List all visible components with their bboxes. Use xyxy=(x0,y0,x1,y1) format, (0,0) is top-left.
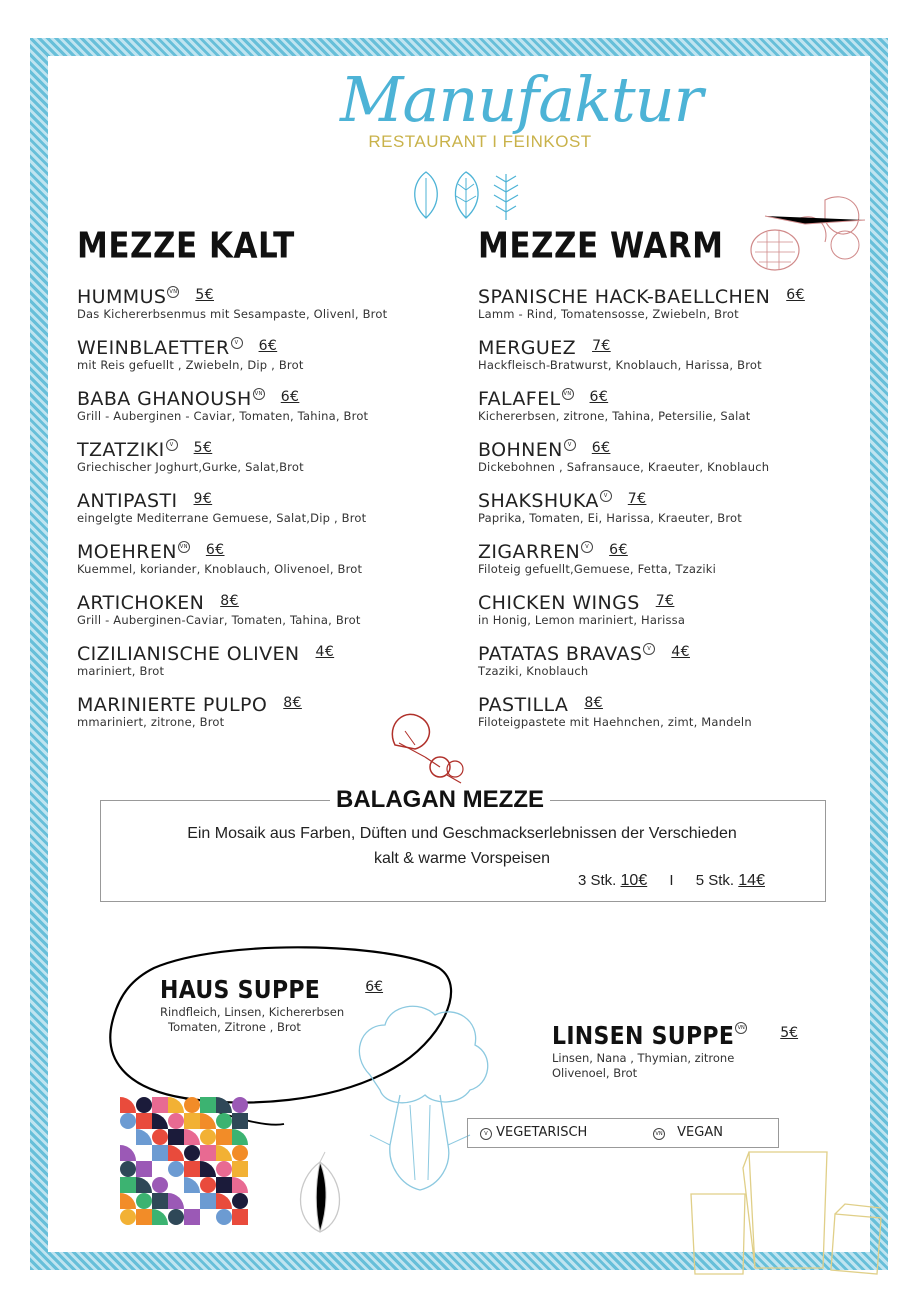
menu-item-description: Filoteigpastete mit Haehnchen, zimt, Mandeln xyxy=(478,715,752,729)
menu-item-warm xyxy=(478,438,769,474)
menu-item-description: Hackfleisch-Bratwurst, Knoblauch, Harissa, Brot xyxy=(478,358,762,372)
menu-item-description: mit Reis gefuellt , Zwiebeln, Dip , Brot xyxy=(77,358,304,372)
mosaic-tile xyxy=(232,1161,248,1177)
vegan-badge-icon: VN xyxy=(653,1128,665,1140)
menu-item-name-row xyxy=(478,387,750,409)
menu-item-name: BOHNEN xyxy=(478,439,563,461)
menu-item-name: MOEHREN xyxy=(77,541,177,563)
menu-item-kalt xyxy=(77,387,368,423)
mosaic-tile xyxy=(200,1113,216,1129)
vegetarian-badge-icon: V xyxy=(231,337,243,349)
menu-item-price: 5€ xyxy=(195,287,214,303)
menu-item-name-row xyxy=(77,642,334,664)
menu-item-name-row xyxy=(478,336,762,358)
menu-item-name-row xyxy=(478,438,769,460)
mosaic-tile xyxy=(152,1209,168,1225)
mosaic-tile xyxy=(136,1209,152,1225)
mosaic-tile xyxy=(136,1113,152,1129)
linsen-suppe-desc-1: Linsen, Nana , Thymian, zitrone xyxy=(552,1051,735,1065)
menu-item-price: 7€ xyxy=(592,338,611,354)
linsen-suppe-title: LINSEN SUPPE xyxy=(552,1022,735,1051)
menu-item-price: 9€ xyxy=(193,491,213,507)
mosaic-tile xyxy=(136,1177,152,1193)
mosaic-tile xyxy=(184,1177,200,1193)
mezze-kalt-title: MEZZE KALT xyxy=(77,225,295,267)
vegetarian-badge-icon: V xyxy=(581,541,593,553)
mosaic-tile xyxy=(200,1193,216,1209)
mosaic-tile xyxy=(200,1161,216,1177)
menu-item-kalt xyxy=(77,693,302,729)
menu-item-warm xyxy=(478,387,750,423)
beet-illustration-icon xyxy=(385,705,475,785)
menu-item-name-row xyxy=(77,591,361,613)
menu-item-name-row xyxy=(478,540,716,562)
menu-item-price: 7€ xyxy=(655,593,675,609)
menu-item-name: WEINBLAETTER xyxy=(77,337,230,359)
menu-item-price: 6€ xyxy=(591,440,611,456)
leaves-icon xyxy=(408,168,528,224)
hops-illustration-icon xyxy=(745,180,880,280)
menu-item-warm xyxy=(478,693,752,729)
menu-item-description: Griechischer Joghurt,Gurke, Salat,Brot xyxy=(77,460,304,474)
mosaic-tile xyxy=(200,1177,216,1193)
mosaic-tile xyxy=(216,1161,232,1177)
mosaic-tile xyxy=(200,1209,216,1225)
mosaic-tile xyxy=(216,1097,232,1113)
menu-item-name-row xyxy=(478,693,752,715)
mosaic-tile xyxy=(232,1145,248,1161)
mosaic-tile xyxy=(120,1097,136,1113)
mosaic-tile xyxy=(184,1097,200,1113)
menu-item-description: Kuemmel, koriander, Knoblauch, Olivenoel, Brot xyxy=(77,562,363,576)
menu-item-price: 4€ xyxy=(671,644,690,660)
mosaic-tile xyxy=(136,1145,152,1161)
mosaic-tile xyxy=(136,1097,152,1113)
mosaic-tile xyxy=(232,1113,248,1129)
mosaic-tile xyxy=(232,1129,248,1145)
menu-item-price: 5€ xyxy=(193,440,213,456)
menu-item-kalt xyxy=(77,489,366,525)
mosaic-tile xyxy=(232,1193,248,1209)
vegan-badge-icon: VN xyxy=(562,388,574,400)
mosaic-tile xyxy=(120,1129,136,1145)
mezze-warm-title: MEZZE WARM xyxy=(478,225,724,267)
mosaic-tile xyxy=(216,1145,232,1161)
menu-item-price: 7€ xyxy=(627,491,647,507)
menu-item-name-row xyxy=(478,285,805,307)
menu-item-description: mariniert, Brot xyxy=(77,664,165,678)
mosaic-tile xyxy=(168,1161,184,1177)
mosaic-tile xyxy=(184,1193,200,1209)
mosaic-tile xyxy=(168,1177,184,1193)
mosaic-tile xyxy=(120,1161,136,1177)
menu-item-price: 6€ xyxy=(258,338,278,354)
mosaic-tile xyxy=(152,1129,168,1145)
mosaic-tile xyxy=(168,1129,184,1145)
menu-item-kalt xyxy=(77,642,334,678)
menu-item-description: Lamm - Rind, Tomatensosse, Zwiebeln, Brot xyxy=(478,307,739,321)
mosaic-tile xyxy=(216,1209,232,1225)
menu-item-name-row xyxy=(77,540,362,562)
menu-item-name: MERGUEZ xyxy=(478,337,577,359)
menu-item-name-row xyxy=(478,489,742,511)
menu-item-name: ARTICHOKEN xyxy=(77,592,205,614)
vegetarian-badge-icon: V xyxy=(480,1128,492,1140)
mosaic-tile xyxy=(200,1097,216,1113)
menu-item-name: CHICKEN WINGS xyxy=(478,592,640,614)
menu-item-name-row xyxy=(77,438,304,460)
mosaic-tile xyxy=(168,1145,184,1161)
balagan-price-3: 10€ xyxy=(620,872,648,889)
haus-suppe-price: 6€ xyxy=(365,979,384,995)
menu-item-description: Das Kichererbsenmus mit Sesampaste, Olivenl, Brot xyxy=(77,307,388,321)
mosaic-tile xyxy=(168,1097,184,1113)
balagan-prices xyxy=(578,872,765,890)
shopping-bags-illustration-icon xyxy=(685,1148,885,1278)
mosaic-tile xyxy=(216,1113,232,1129)
mosaic-pattern-icon xyxy=(120,1097,248,1225)
balagan-separator: I xyxy=(669,872,674,889)
menu-item-kalt xyxy=(77,336,304,372)
mosaic-tile xyxy=(152,1113,168,1129)
menu-item-kalt xyxy=(77,438,304,474)
menu-item-warm xyxy=(478,540,716,576)
menu-item-price: 6€ xyxy=(589,389,609,405)
restaurant-logo xyxy=(340,60,703,152)
menu-item-price: 6€ xyxy=(280,389,300,405)
menu-item-description: Grill - Auberginen-Caviar, Tomaten, Tahina, Brot xyxy=(77,613,361,627)
menu-item-price: 6€ xyxy=(205,542,225,558)
diet-legend xyxy=(467,1118,779,1148)
menu-item-name: ANTIPASTI xyxy=(77,490,178,512)
menu-item-price: 6€ xyxy=(786,287,805,303)
vegan-badge-icon: VN xyxy=(167,286,179,298)
onion-illustration-icon xyxy=(285,1150,355,1240)
legend-vegan: VEGAN xyxy=(677,1125,723,1140)
mosaic-tile xyxy=(216,1177,232,1193)
balagan-price-5: 14€ xyxy=(738,872,765,889)
balagan-desc-line1: Ein Mosaik aus Farben, Düften und Geschmackserlebnissen der Verschieden xyxy=(187,825,737,842)
menu-item-name-row xyxy=(478,591,685,613)
balagan-description xyxy=(100,821,824,871)
logo-subtitle: RESTAURANT I FEINKOST xyxy=(368,132,592,151)
menu-item-name: SPANISCHE HACK-BAELLCHEN xyxy=(478,286,771,308)
mosaic-tile xyxy=(120,1177,136,1193)
mosaic-tile xyxy=(232,1177,248,1193)
mosaic-tile xyxy=(152,1161,168,1177)
menu-item-price: 8€ xyxy=(584,695,603,711)
legend-vegetarian: VEGETARISCH xyxy=(496,1125,588,1140)
mosaic-tile xyxy=(216,1129,232,1145)
mosaic-tile xyxy=(120,1145,136,1161)
menu-item-name: BABA GHANOUSH xyxy=(77,388,252,410)
menu-item-price: 4€ xyxy=(315,644,335,660)
mosaic-tile xyxy=(120,1193,136,1209)
mosaic-tile xyxy=(168,1113,184,1129)
menu-item-name-row xyxy=(77,387,368,409)
mosaic-tile xyxy=(136,1193,152,1209)
mosaic-tile xyxy=(152,1097,168,1113)
menu-item-warm xyxy=(478,285,805,321)
menu-item-name: HUMMUS xyxy=(77,286,167,308)
menu-item-description: in Honig, Lemon mariniert, Harissa xyxy=(478,613,686,627)
mosaic-tile xyxy=(152,1193,168,1209)
mosaic-tile xyxy=(136,1129,152,1145)
menu-item-kalt xyxy=(77,591,361,627)
menu-item-name: ZIGARREN xyxy=(478,541,581,563)
menu-item-warm xyxy=(478,591,685,627)
menu-item-name: PATATAS BRAVAS xyxy=(478,643,643,665)
mosaic-tile xyxy=(184,1209,200,1225)
menu-item-name: MARINIERTE PULPO xyxy=(77,694,268,716)
mosaic-tile xyxy=(232,1097,248,1113)
menu-item-price: 8€ xyxy=(220,593,239,609)
menu-item-description: Dickebohnen , Safransauce, Kraeuter, Knoblauch xyxy=(478,460,770,474)
menu-item-description: Grill - Auberginen - Caviar, Tomaten, Tahina, Brot xyxy=(77,409,369,423)
vegetarian-badge-icon: V xyxy=(600,490,612,502)
balagan-qty-5: 5 Stk. xyxy=(695,872,735,889)
menu-item-warm xyxy=(478,489,742,525)
balagan-desc-line2: kalt & warme Vorspeisen xyxy=(373,850,551,867)
haus-suppe-desc-2: Tomaten, Zitrone , Brot xyxy=(168,1020,301,1034)
menu-item-price: 6€ xyxy=(609,542,628,558)
mosaic-tile xyxy=(120,1209,136,1225)
menu-item-name: SHAKSHUKA xyxy=(478,490,599,512)
vegan-badge-icon: VN xyxy=(253,388,265,400)
haus-suppe xyxy=(160,978,383,1035)
mosaic-tile xyxy=(168,1193,184,1209)
linsen-suppe xyxy=(552,1022,798,1081)
haus-suppe-title: HAUS SUPPE xyxy=(160,976,321,1005)
balagan-title: BALAGAN MEZZE xyxy=(330,786,550,814)
linsen-suppe-price: 5€ xyxy=(780,1025,799,1041)
linsen-suppe-desc-2: Olivenoel, Brot xyxy=(552,1066,638,1080)
vegan-badge-icon: VN xyxy=(735,1022,747,1034)
logo-name: Manufaktur xyxy=(340,63,703,136)
vegetarian-badge-icon: V xyxy=(166,439,178,451)
menu-item-description: Tzaziki, Knoblauch xyxy=(478,664,589,678)
menu-item-name-row xyxy=(77,693,302,715)
menu-item-warm xyxy=(478,336,762,372)
menu-item-kalt xyxy=(77,540,362,576)
menu-item-description: Filoteig gefuellt,Gemuese, Fetta, Tzaziki xyxy=(478,562,717,576)
menu-item-name-row xyxy=(77,489,366,511)
mosaic-tile xyxy=(136,1161,152,1177)
mosaic-tile xyxy=(120,1113,136,1129)
mosaic-tile xyxy=(200,1129,216,1145)
menu-item-description: eingelgte Mediterrane Gemuese, Salat,Dip , Brot xyxy=(77,511,367,525)
mosaic-tile xyxy=(232,1209,248,1225)
menu-item-name: FALAFEL xyxy=(478,388,561,410)
mosaic-tile xyxy=(216,1193,232,1209)
menu-item-name-row xyxy=(77,336,304,358)
menu-item-warm xyxy=(478,642,690,678)
menu-item-name-row xyxy=(478,642,690,664)
menu-item-description: Kichererbsen, zitrone, Tahina, Petersilie, Salat xyxy=(478,409,751,423)
haus-suppe-desc-1: Rindfleich, Linsen, Kichererbsen xyxy=(160,1005,345,1019)
mosaic-tile xyxy=(184,1145,200,1161)
vegan-badge-icon: VN xyxy=(178,541,190,553)
mosaic-tile xyxy=(184,1129,200,1145)
menu-item-name: TZATZIKI xyxy=(77,439,165,461)
menu-item-name: PASTILLA xyxy=(478,694,569,716)
balagan-qty-3: 3 Stk. xyxy=(578,872,617,889)
vegetarian-badge-icon: V xyxy=(643,643,655,655)
mosaic-tile xyxy=(152,1177,168,1193)
menu-item-description: mmariniert, zitrone, Brot xyxy=(77,715,225,729)
vegetarian-badge-icon: V xyxy=(564,439,576,451)
mosaic-tile xyxy=(200,1145,216,1161)
mosaic-tile xyxy=(152,1145,168,1161)
menu-item-name-row xyxy=(77,285,387,307)
mosaic-tile xyxy=(168,1209,184,1225)
menu-item-kalt xyxy=(77,285,387,321)
menu-item-description: Paprika, Tomaten, Ei, Harissa, Kraeuter, Brot xyxy=(478,511,742,525)
menu-item-name: CIZILIANISCHE OLIVEN xyxy=(77,643,300,665)
menu-item-price: 8€ xyxy=(283,695,302,711)
mosaic-tile xyxy=(184,1113,200,1129)
mosaic-tile xyxy=(184,1161,200,1177)
